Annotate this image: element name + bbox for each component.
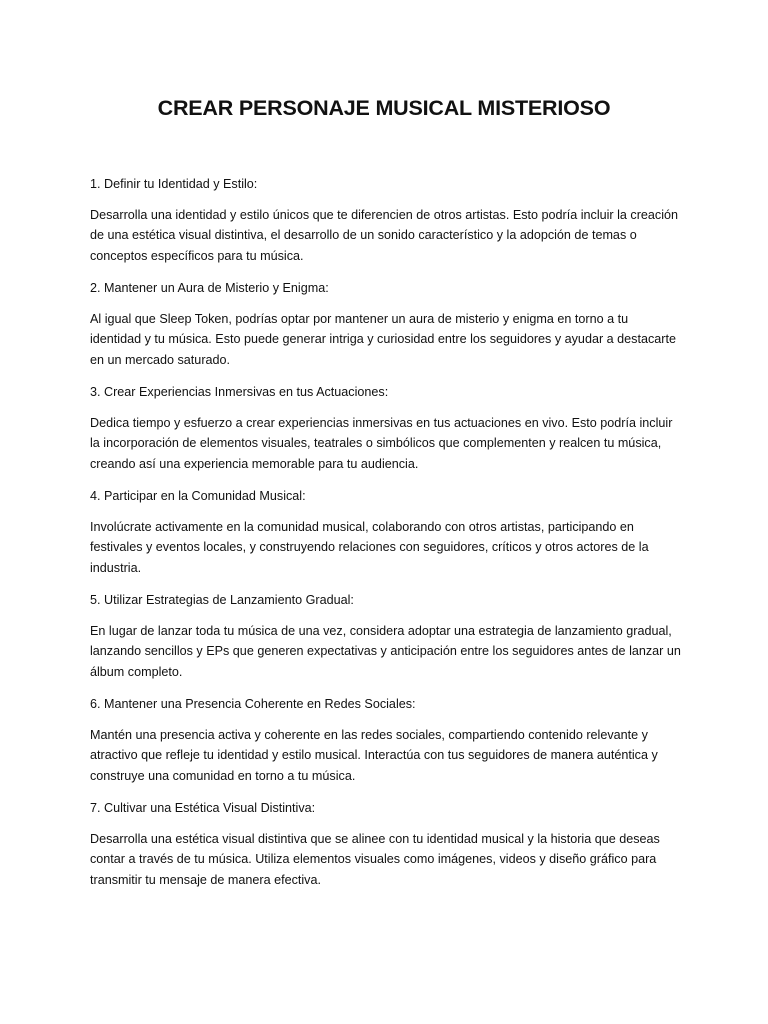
section-heading: 7. Cultivar una Estética Visual Distintiva:: [90, 801, 316, 815]
section-paragraph: En lugar de lanzar toda tu música de una vez, considera adoptar una estrategia de lanzamiento gradual, lanzando sencillos y EPs que generen expectativas y anticipación entre los seguidores antes de lanzar un álbum completo.: [90, 623, 681, 679]
section-1: [90, 174, 682, 266]
section-heading: 1. Definir tu Identidad y Estilo:: [90, 177, 258, 191]
section-paragraph: Desarrolla una identidad y estilo únicos que te diferencien de otros artistas. Esto podría incluir la creación de una estética visual distintiva, el desarrollo de un sonido característico y la adopción de temas o conceptos específicos para tu música.: [90, 207, 679, 263]
section-6: [90, 694, 682, 786]
section-2: [90, 278, 682, 370]
document-title: CREAR PERSONAJE MUSICAL MISTERIOSO: [157, 96, 611, 120]
section-paragraph: Mantén una presencia activa y coherente en las redes sociales, compartiendo contenido relevante y atractivo que refleje tu identidad y estilo musical. Interactúa con tus seguidores de manera auténtica y construye una comunidad en torno a tu música.: [90, 727, 658, 783]
section-heading: 2. Mantener un Aura de Misterio y Enigma:: [90, 281, 329, 295]
section-paragraph: Al igual que Sleep Token, podrías optar por mantener un aura de misterio y enigma en torno a tu identidad y tu música. Esto puede generar intriga y curiosidad entre los seguidores y ayudar a destacarte en un mercado saturado.: [90, 311, 676, 367]
section-5: [90, 590, 682, 682]
section-paragraph: Dedica tiempo y esfuerzo a crear experiencias inmersivas en tus actuaciones en vivo. Esto podría incluir la incorporación de elementos visuales, teatrales o simbólicos que complementen y realcen tu música, creando así una experiencia memorable para tu audiencia.: [90, 415, 673, 471]
section-heading: 5. Utilizar Estrategias de Lanzamiento Gradual:: [90, 593, 354, 607]
section-7: [90, 798, 682, 890]
section-paragraph: Desarrolla una estética visual distintiva que se alinee con tu identidad musical y la historia que deseas contar a través de tu música. Utiliza elementos visuales como imágenes, videos y diseño gráfico para transmitir tu mensaje de manera efectiva.: [90, 831, 660, 887]
section-paragraph: Involúcrate activamente en la comunidad musical, colaborando con otros artistas, participando en festivales y eventos locales, y construyendo relaciones con seguidores, críticos y otros actores de la industria.: [90, 519, 649, 575]
section-3: [90, 382, 682, 474]
section-heading: 4. Participar en la Comunidad Musical:: [90, 489, 306, 503]
section-heading: 6. Mantener una Presencia Coherente en Redes Sociales:: [90, 697, 416, 711]
section-4: [90, 486, 682, 578]
document-content: [90, 174, 682, 902]
section-heading: 3. Crear Experiencias Inmersivas en tus Actuaciones:: [90, 385, 389, 399]
